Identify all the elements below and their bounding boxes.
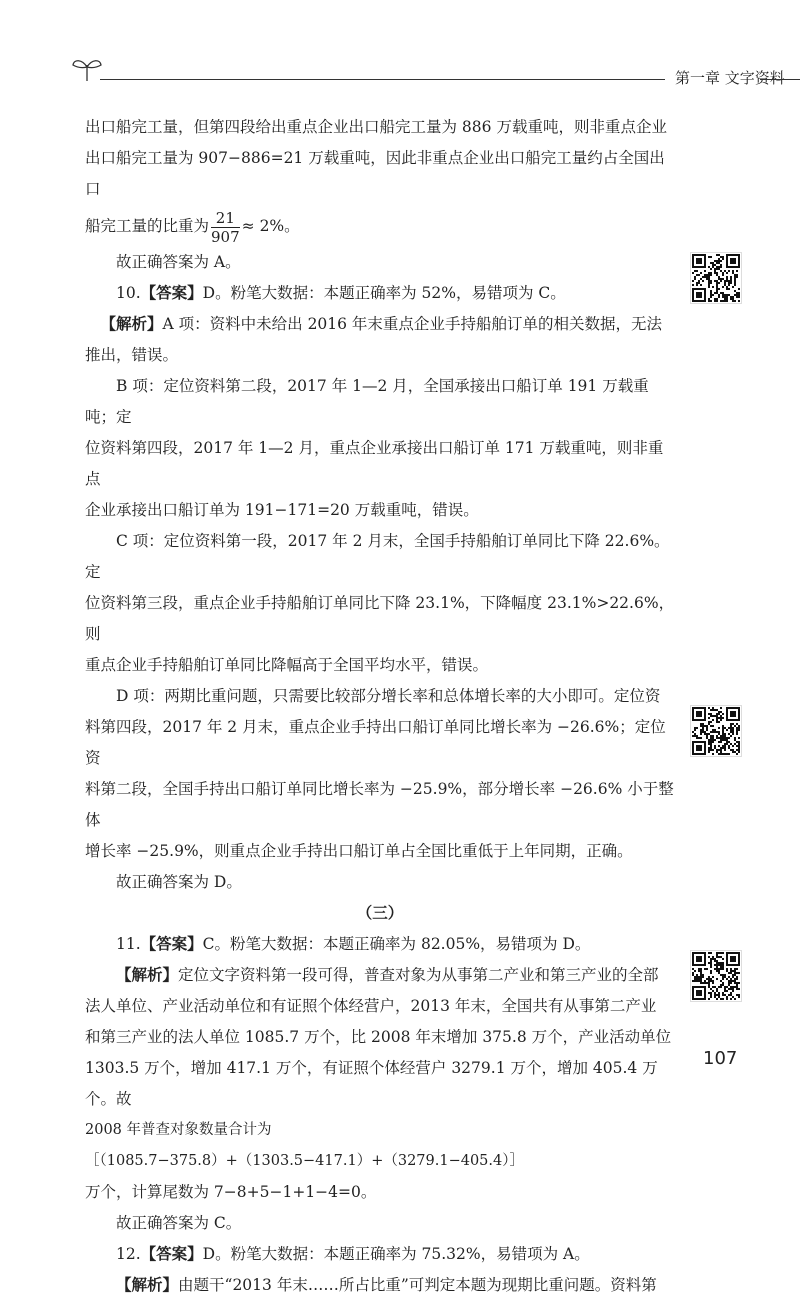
text-line: 2008 年普查对象数量合计为［（1085.7−375.8）+（1303.5−417.1）+（3279.1−405.4）］ — [85, 1122, 524, 1169]
text-line: 1303.5 万个，增加 417.1 万个，有证照个体经营户 3279.1 万个，增加 405.4 万个。故 — [85, 1059, 658, 1108]
qr-code-icon[interactable] — [690, 950, 742, 1002]
qr-code-icon[interactable] — [690, 252, 742, 304]
section-title: （三） — [356, 904, 404, 922]
answer-conclusion: 故正确答案为 A。 — [116, 253, 241, 271]
page-header — [70, 55, 785, 87]
text-line: 位资料第三段，重点企业手持船舶订单同比下降 23.1%，下降幅度 23.1%>22.6%，则 — [85, 594, 675, 643]
qr-code-icon[interactable] — [690, 705, 742, 757]
text-line: 法人单位、产业活动单位和有证照个体经营户，2013 年末，全国共有从事第二产业 — [85, 997, 657, 1015]
analysis-tag: 【解析】 — [116, 966, 179, 984]
text-line: D 项：两期比重问题，只需要比较部分增长率和总体增长率的大小即可。定位资 — [116, 687, 661, 705]
question-11-answer — [85, 929, 675, 960]
chapter-title: 第一章 文字资料 — [675, 69, 785, 87]
question-12-answer — [85, 1239, 675, 1270]
text-line: B 项：定位资料第二段，2017 年 1—2 月，全国承接出口船订单 191 万载重吨；定 — [85, 377, 649, 426]
qr-code-graphic — [691, 951, 741, 1001]
fraction-numerator: 21 — [211, 209, 240, 228]
text-fragment: A 项：资料中未给出 2016 年末重点企业手持船舶订单的相关数据，无法 — [162, 315, 662, 333]
text-line-fraction — [85, 205, 675, 247]
analysis-tag: 【解析】 — [100, 315, 163, 333]
page-number: 107 — [703, 1048, 738, 1069]
question-number: 11. — [116, 935, 141, 953]
text-fragment: 定位文字资料第一段可得，普查对象为从事第二产业和第三产业的全部 — [178, 966, 659, 984]
header-rule-left — [100, 79, 665, 80]
fraction-denominator: 907 — [211, 227, 240, 246]
fraction — [211, 209, 240, 246]
answer-conclusion: 故正确答案为 D。 — [116, 873, 242, 891]
text-line: 增长率 −25.9%，则重点企业手持出口船订单占全国比重低于上年同期，正确。 — [85, 842, 633, 860]
answer-tag: 【答案】 — [140, 1245, 203, 1263]
question-number: 12. — [116, 1245, 141, 1263]
answer-text: D。粉笔大数据：本题正确率为 52%，易错项为 C。 — [202, 284, 566, 302]
text-line: C 项：定位资料第一段，2017 年 2 月末，全国手持船舶订单同比下降 22.6%。定 — [85, 532, 670, 581]
text-line: 重点企业手持船舶订单同比降幅高于全国平均水平，错误。 — [85, 656, 489, 674]
question-number: 10. — [116, 284, 141, 302]
qr-code-graphic — [691, 706, 741, 756]
question-11-analysis — [85, 960, 675, 991]
text-line: 万个，计算尾数为 7−8+5−1+1−4=0。 — [85, 1183, 377, 1201]
text-line: 位资料第四段，2017 年 1—2 月，重点企业承接出口船订单 171 万载重吨，则非重点 — [85, 439, 664, 488]
text-line: 推出，错误。 — [85, 346, 179, 364]
text-line: 出口船完工量，但第四段给出重点企业出口船完工量为 886 万载重吨，则非重点企业 — [85, 118, 667, 136]
answer-conclusion: 故正确答案为 C。 — [116, 1214, 242, 1232]
answer-tag: 【答案】 — [140, 935, 203, 953]
sprout-icon — [70, 55, 104, 83]
question-12-analysis — [85, 1270, 675, 1301]
text-fragment: 船完工量的比重为 — [85, 217, 210, 235]
answer-tag: 【答案】 — [140, 284, 203, 302]
answer-text: C。粉笔大数据：本题正确率为 82.05%，易错项为 D。 — [202, 935, 591, 953]
header-rule-right — [760, 79, 800, 80]
text-fragment: 由题干“2013 年末……所占比重”可判定本题为现期比重问题。资料第 — [178, 1276, 657, 1294]
text-line: 出口船完工量为 907−886=21 万载重吨，因此非重点企业出口船完工量约占全国出口 — [85, 149, 665, 198]
text-line: 料第四段，2017 年 2 月末，重点企业手持出口船订单同比增长率为 −26.6%；定位资 — [85, 718, 666, 767]
answer-text: D。粉笔大数据：本题正确率为 75.32%，易错项为 A。 — [202, 1245, 590, 1263]
analysis-tag: 【解析】 — [116, 1276, 179, 1294]
question-10-answer — [85, 278, 675, 309]
qr-code-graphic — [691, 253, 741, 303]
question-10-analysis — [85, 309, 675, 340]
text-line: 企业承接出口船订单为 191−171=20 万载重吨，错误。 — [85, 501, 479, 519]
text-line: 料第二段，全国手持出口船订单同比增长率为 −25.9%，部分增长率 −26.6% 小于整体 — [85, 780, 674, 829]
page-body — [85, 112, 675, 1301]
text-fragment: ≈ 2%。 — [241, 217, 300, 235]
text-line: 和第三产业的法人单位 1085.7 万个，比 2008 年末增加 375.8 万个，产业活动单位 — [85, 1028, 672, 1046]
